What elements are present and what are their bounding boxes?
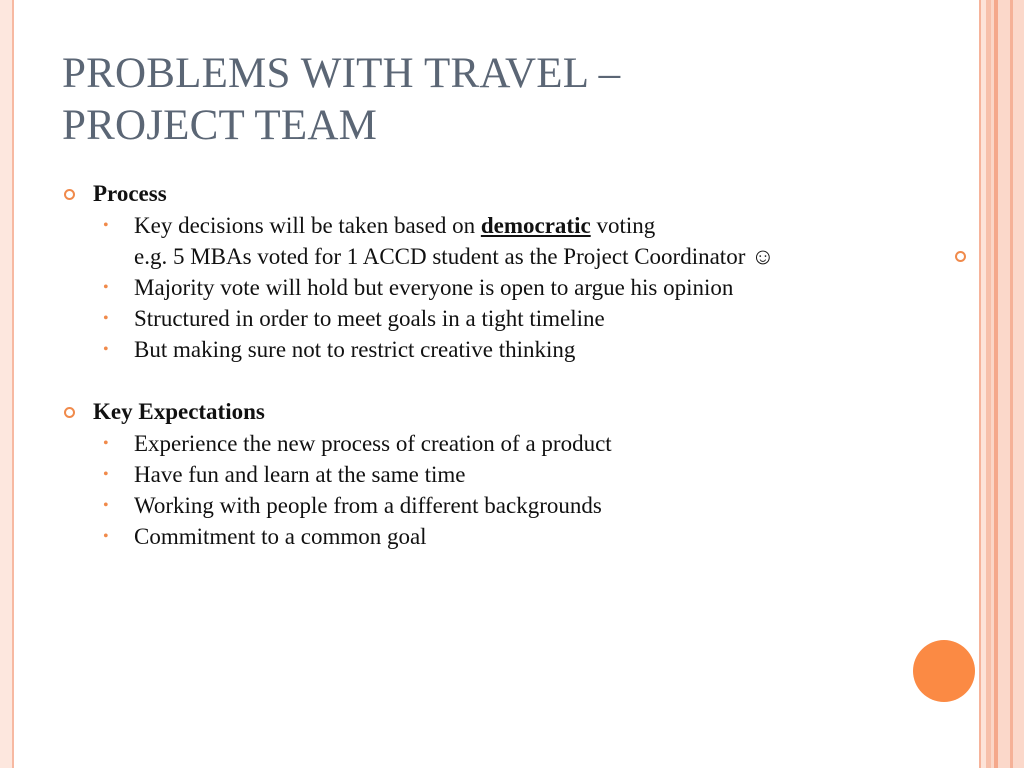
item-text: Structured in order to meet goals in a tight timeline (134, 306, 605, 331)
item-text: Key decisions will be taken based on (134, 213, 481, 238)
item-text: But making sure not to restrict creative thinking (134, 337, 576, 362)
dot-bullet-icon: • (103, 466, 109, 483)
list-item (62, 521, 962, 552)
list-item (62, 334, 962, 365)
left-decorative-line (12, 0, 14, 768)
item-text: voting (590, 213, 656, 238)
list-item (62, 428, 962, 459)
list-item (62, 210, 962, 272)
item-text: Have fun and learn at the same time (134, 462, 466, 487)
orange-circle-icon (913, 640, 975, 702)
dot-bullet-icon: • (103, 435, 109, 452)
list-item (62, 490, 962, 521)
section-heading-text: Key Expectations (93, 399, 265, 424)
list-item (62, 303, 962, 334)
section-heading (62, 396, 962, 428)
dot-bullet-icon: • (103, 497, 109, 514)
item-text: Commitment to a common goal (134, 524, 427, 549)
item-text: Experience the new process of creation of a product (134, 431, 612, 456)
item-text: Majority vote will hold but everyone is open to argue his opinion (134, 275, 734, 300)
slide-title-line: PROJECT TEAM (62, 102, 378, 149)
slide-title (62, 48, 942, 152)
section-heading-text: Process (93, 181, 167, 206)
dot-bullet-icon: • (103, 217, 109, 234)
list-item (62, 459, 962, 490)
ring-bullet-icon (64, 189, 75, 200)
dot-bullet-icon: • (103, 528, 109, 545)
section-process (62, 178, 962, 365)
slide-title-line: PROBLEMS WITH TRAVEL – (62, 50, 621, 97)
ring-bullet-icon (64, 407, 75, 418)
bullet-list (62, 210, 962, 365)
item-continuation-text: e.g. 5 MBAs voted for 1 ACCD student as the Project Coordinator ☺ (134, 244, 775, 269)
bullet-list (62, 428, 962, 552)
ring-bullet-icon (955, 251, 966, 262)
emphasis-text: democratic (480, 213, 591, 238)
section-spacer (62, 365, 962, 396)
dot-bullet-icon: • (103, 279, 109, 296)
slide-body (62, 178, 962, 552)
right-decorative-stripe (1010, 0, 1013, 768)
section-key-expectations (62, 396, 962, 552)
dot-bullet-icon: • (103, 341, 109, 358)
section-heading (62, 178, 962, 210)
dot-bullet-icon: • (103, 310, 109, 327)
item-text: Working with people from a different backgrounds (134, 493, 602, 518)
left-decorative-strip (0, 0, 12, 768)
list-item (62, 272, 962, 303)
